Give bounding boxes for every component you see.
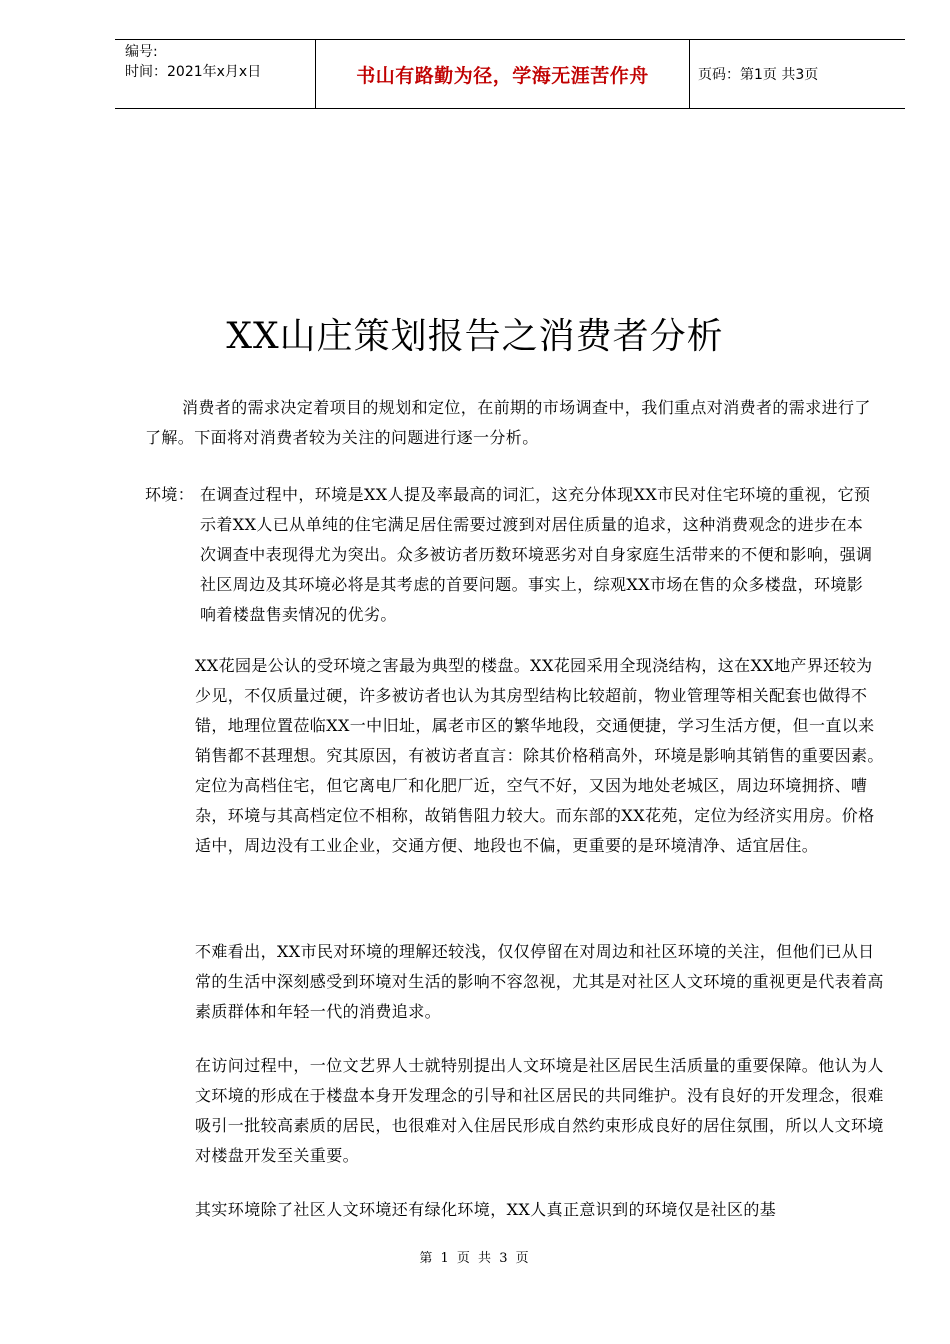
page-footer: 第 1 页 共 3 页 <box>419 1251 531 1266</box>
body-paragraph: XX花园是公认的受环境之害最为典型的楼盘。XX花园采用全现浇结构，这在XX地产界还较为少见，不仅质量过硬，许多被访者也认为其房型结构比较超前，物业管理等相关配套也做得不错，地理位置莅临XX一中旧址，属老市区的繁华地段，交通便捷，学习生活方便，但一直以来销售都不甚理想。究其原因，有被访者直言：除其价格稍高外，环境是影响其销售的重要因素。定位为高档住宅，但它离电厂和化肥厂近，空气不好，又因为地处老城区，周边环境拥挤、嘈杂，环境与其高档定位不相称，故销售阻力较大。而东部的XX花苑，定位为经济实用房。价格适中，周边没有工业企业，交通方便、地段也不偏，更重要的是环境清净、适宜居住。 <box>195 656 884 855</box>
header-page-info: 页码：第1页 共3页 <box>698 67 819 83</box>
environment-section <box>145 480 875 630</box>
header-meta-cell <box>115 40 316 108</box>
header-motto: 书山有路勤为径，学海无涯苦作舟 <box>356 64 649 87</box>
environment-label: 环境： <box>145 485 195 504</box>
document-time: 时间：2021年x月x日 <box>125 64 262 80</box>
header-page-cell <box>690 40 905 108</box>
page-header <box>115 39 905 109</box>
body-paragraph: 不难看出，XX市民对环境的理解还较浅，仅仅停留在对周边和社区环境的关注，但他们已从日常的生活中深刻感受到环境对生活的影响不容忽视，尤其是对社区人文环境的重视更是代表着高素质群体和年轻一代的消费追求。 <box>195 942 884 1021</box>
intro-paragraph: 消费者的需求决定着项目的规划和定位，在前期的市场调查中，我们重点对消费者的需求进行了了解。下面将对消费者较为关注的问题进行逐一分析。 <box>145 398 871 447</box>
body-paragraph: 在访问过程中，一位文艺界人士就特别提出人文环境是社区居民生活质量的重要保障。他认为人文环境的形成在于楼盘本身开发理念的引导和社区居民的共同维护。没有良好的开发理念，很难吸引一批较高素质的居民，也很难对入住居民形成自然约束形成良好的居住氛围，所以人文环境对楼盘开发至关重要。 <box>195 1056 884 1165</box>
environment-paragraph: 在调查过程中，环境是XX人提及率最高的词汇，这充分体现XX市民对住宅环境的重视，它预示着XX人已从单纯的住宅满足居住需要过渡到对居住质量的追求，这种消费观念的进步在本次调查中表现得尤为突出。众多被访者历数环境恶劣对自身家庭生活带来的不便和影响，强调社区周边及其环境必将是其考虑的首要问题。事实上，综观XX市场在售的众多楼盘，环境影响着楼盘售卖情况的优劣。 <box>200 485 873 624</box>
body-paragraph: 其实环境除了社区人文环境还有绿化环境，XX人真正意识到的环境仅是社区的基 <box>195 1200 777 1219</box>
document-title: XX山庄策划报告之消费者分析 <box>226 316 724 357</box>
document-number-label: 编号: <box>125 44 158 60</box>
header-motto-cell <box>316 40 690 108</box>
